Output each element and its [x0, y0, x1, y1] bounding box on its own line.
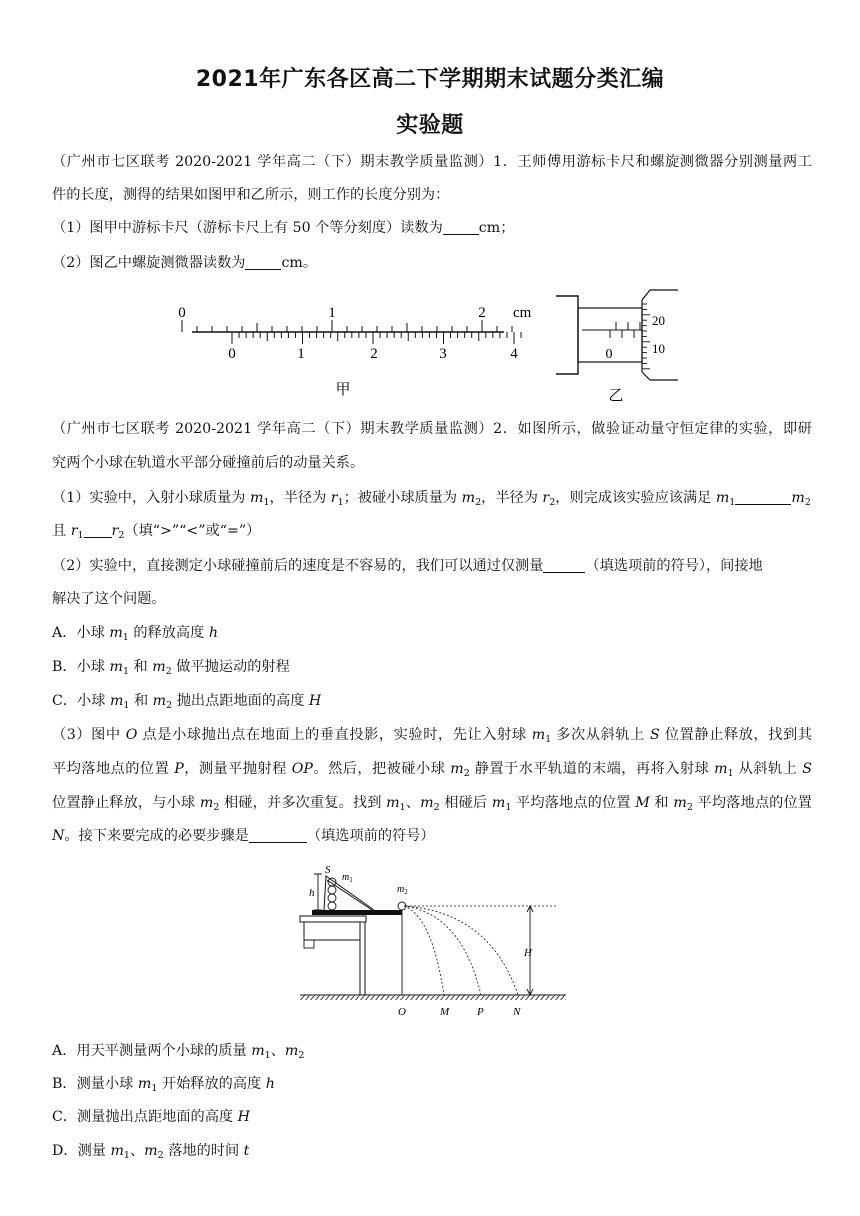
main-scale-label-1: 1 — [328, 305, 336, 321]
q2-step-option-d — [52, 1141, 812, 1161]
answer-blank[interactable] — [84, 523, 112, 538]
subscript: 2 — [165, 666, 172, 677]
label-s: S — [325, 864, 331, 876]
label-o: O — [398, 1006, 406, 1018]
text: （填“>”“<”或“=”） — [124, 523, 261, 539]
text: 、 — [405, 795, 421, 811]
symbol: H — [308, 693, 322, 709]
q2-step-option-b — [52, 1074, 812, 1094]
q2-part-2-option-a — [52, 623, 812, 643]
symbol: h — [208, 625, 218, 641]
vernier-label-4: 4 — [510, 346, 518, 362]
label-m2 — [397, 884, 408, 896]
subscript: 2 — [157, 1150, 164, 1161]
symbol: m — [109, 693, 124, 709]
trajectory-n — [404, 906, 518, 995]
subscript: 2 — [213, 802, 220, 813]
text: 点是小球抛出点在地面上的垂直投影，实验时，先让入射球 — [137, 727, 532, 743]
q1-part-1-unit: cm； — [478, 220, 515, 236]
subscript: 1 — [337, 497, 344, 508]
label-n: N — [513, 1006, 521, 1018]
table-top — [300, 916, 366, 922]
symbol: t — [243, 1143, 250, 1159]
symbol: S — [802, 761, 812, 777]
subscript: 1 — [122, 632, 129, 643]
q2-step-option-a — [52, 1041, 812, 1061]
text: 、 — [270, 1043, 285, 1059]
symbol: m — [386, 795, 400, 811]
q2-part-3-line-4 — [52, 826, 812, 846]
subscript: 1 — [264, 1050, 271, 1061]
table-legs — [304, 922, 365, 995]
symbol: m — [284, 1043, 299, 1059]
subscript: 2 — [166, 700, 173, 711]
label-h: h — [309, 887, 315, 899]
subscript: 1 — [123, 700, 130, 711]
text: 做平抛运动的射程 — [171, 659, 290, 675]
text: 、 — [129, 1143, 145, 1159]
q1-stem-line-1: （广州市七区联考 2020-2021 学年高二（下）期末教学质量监测）1．王师傅用游标卡尺和螺旋测微器分别测量两工 — [52, 154, 812, 170]
symbol: r — [542, 490, 550, 506]
q2-stem-line-1: （广州市七区联考 2020-2021 学年高二（下）期末教学质量监测）2．如图所示，做验证动量守恒定律的实验，即研 — [52, 421, 812, 437]
subscript: 1 — [263, 497, 270, 508]
label-p: P — [477, 1006, 484, 1018]
text: 落地的时间 — [163, 1143, 244, 1159]
text: 静置于水平轨道的末端，再将入射球 — [469, 761, 715, 777]
text: 从斜轨上 — [733, 761, 803, 777]
symbol: m — [715, 490, 730, 506]
q2-part-2-line-1 — [52, 556, 812, 576]
symbol: m — [450, 761, 464, 777]
q1-part-2-unit: cm。 — [281, 255, 318, 271]
text: B．测量小球 — [52, 1076, 138, 1092]
vernier-label-1: 1 — [297, 346, 305, 362]
inclined-track-surface — [327, 880, 372, 910]
label-m: M — [440, 1006, 450, 1018]
symbol: m — [673, 795, 687, 811]
text: ，则完成该实验应该满足 — [555, 490, 716, 506]
subscript: 2 — [433, 802, 440, 813]
subscript: 1 — [399, 802, 406, 813]
figure-caption-yi: 乙 — [608, 388, 624, 404]
answer-blank[interactable] — [249, 828, 307, 843]
q2-part-3-line-2 — [52, 759, 812, 779]
sleeve-label-0: 0 — [605, 347, 613, 362]
subscript: 2 — [475, 497, 482, 508]
subscript: 1 — [151, 1083, 158, 1094]
symbol: P — [174, 761, 184, 777]
text: （填选项前的符号），间接地 — [585, 558, 763, 574]
symbol: m — [251, 1043, 265, 1059]
text: ；被碰小球质量为 — [343, 490, 462, 506]
symbol: r — [111, 523, 119, 539]
symbol: m — [420, 795, 434, 811]
q1-part-1 — [52, 218, 812, 238]
main-scale-unit: cm — [513, 305, 532, 321]
answer-blank[interactable] — [443, 220, 479, 235]
text: C．测量抛出点距地面的高度 — [52, 1109, 238, 1125]
micrometer-figure — [548, 286, 718, 410]
symbol: S — [650, 727, 660, 743]
text: B．小球 — [52, 659, 110, 675]
text: 和 — [649, 795, 674, 811]
q1-part-2 — [52, 253, 812, 273]
q2-stem-line-2: 究两个小球在轨道水平部分碰撞前后的动量关系。 — [52, 455, 365, 471]
subscript: 2 — [118, 530, 125, 541]
text: 且 — [52, 523, 71, 539]
text: （3）图中 — [52, 727, 126, 743]
subscript: 1 — [122, 666, 130, 677]
text: 位置静止释放，找到其 — [659, 727, 812, 743]
symbol: H — [237, 1109, 250, 1125]
label-m1-sub: 1 — [349, 876, 353, 884]
support-ring — [328, 886, 336, 894]
text: 和 — [129, 659, 153, 675]
symbol: m — [199, 795, 214, 811]
text: 。然后，把被碰小球 — [312, 761, 451, 777]
thimble-edges — [642, 290, 678, 380]
thimble-label-10: 10 — [652, 341, 665, 356]
text: D．测量 — [52, 1143, 111, 1159]
text: 。接下来要完成的必要步骤是 — [64, 828, 249, 844]
q2-step-option-c — [52, 1107, 812, 1127]
vernier-scale — [232, 332, 521, 344]
symbol: m — [461, 490, 476, 506]
q2-part-3-line-1 — [52, 725, 812, 745]
subscript: 1 — [727, 768, 734, 779]
text: （2）实验中，直接测定小球碰撞前后的速度是不容易的，我们可以通过仅测量 — [52, 558, 544, 574]
subscript: 1 — [77, 530, 84, 541]
main-scale-label-0: 0 — [178, 305, 186, 321]
text: 平均落地点的位置 — [692, 795, 812, 811]
subscript: 2 — [549, 497, 556, 508]
vernier-label-2: 2 — [370, 346, 378, 362]
ground-hatching — [300, 995, 566, 1000]
symbol: m — [791, 490, 805, 506]
symbol: M — [635, 795, 650, 811]
subscript: 2 — [463, 768, 470, 779]
main-scale-label-2: 2 — [478, 305, 486, 321]
symbol: m — [531, 727, 546, 743]
q2-part-1-line-1 — [52, 488, 812, 508]
vernier-caliper-figure — [170, 296, 550, 408]
symbol: h — [265, 1076, 275, 1092]
text: 和 — [129, 693, 153, 709]
main-scale — [182, 320, 512, 332]
symbol: m — [491, 795, 506, 811]
subscript: 1 — [545, 734, 552, 745]
label-m1-letter: m — [342, 872, 350, 883]
q2-part-2-line-2: 解决了这个问题。 — [52, 591, 166, 607]
subscript: 1 — [505, 802, 512, 813]
text: ，测量平抛射程 — [183, 761, 292, 777]
q2-part-2-option-c — [52, 691, 812, 711]
symbol: N — [52, 828, 65, 844]
table-drawer — [304, 940, 314, 948]
support-ring — [328, 902, 336, 910]
text: ，半径为 — [269, 490, 331, 506]
q1-part-2-text: （2）图乙中螺旋测微器读数为 — [52, 255, 246, 271]
text: （填选项前的符号） — [306, 828, 435, 844]
q1-stem-line-2: 件的长度，测得的结果如图甲和乙所示，则工作的长度分别为： — [52, 187, 450, 203]
subscript: 2 — [804, 497, 811, 508]
symbol: m — [110, 1143, 124, 1159]
text: 抛出点距地面的高度 — [172, 693, 309, 709]
subscript: 2 — [686, 802, 693, 813]
figure-caption-jia: 甲 — [335, 382, 351, 398]
answer-blank[interactable] — [543, 558, 585, 573]
subscript: 1 — [729, 497, 736, 508]
symbol: r — [70, 523, 78, 539]
label-m2-letter: m — [397, 884, 405, 895]
symbol: m — [152, 659, 166, 675]
trajectory-p — [404, 906, 481, 995]
symbol: m — [109, 659, 123, 675]
text: C．小球 — [52, 693, 110, 709]
symbol: m — [137, 1076, 152, 1092]
text: （1）实验中，入射小球质量为 — [52, 490, 250, 506]
symbol: r — [330, 490, 338, 506]
symbol: m — [109, 625, 123, 641]
text: 平均落地点的位置 — [511, 795, 636, 811]
q2-part-2-option-b — [52, 657, 812, 677]
thimble-label-20: 20 — [652, 313, 665, 328]
q2-part-3-line-3 — [52, 793, 812, 813]
subscript: 2 — [298, 1050, 305, 1061]
collision-apparatus-figure — [294, 858, 570, 1022]
subscript: 1 — [123, 1150, 130, 1161]
label-m1 — [342, 872, 353, 884]
symbol: m — [152, 693, 167, 709]
text: 相碰后 — [439, 795, 492, 811]
symbol: m — [144, 1143, 158, 1159]
symbol: OP — [291, 761, 313, 777]
text: A．用天平测量两个小球的质量 — [52, 1043, 252, 1059]
q2-part-1-line-2 — [52, 521, 812, 541]
text: 相碰，并多次重复。找到 — [219, 795, 387, 811]
symbol: m — [249, 490, 264, 506]
thimble-scale — [642, 304, 650, 369]
text: 平均落地点的位置 — [52, 761, 175, 777]
page-subtitle: 实验题 — [396, 113, 464, 138]
micrometer-anvil — [556, 296, 578, 374]
text: ，半径为 — [481, 490, 543, 506]
text: 位置静止释放，与小球 — [52, 795, 200, 811]
symbol: O — [125, 727, 138, 743]
label-H: H — [524, 947, 532, 959]
text: 的释放高度 — [128, 625, 209, 641]
horizontal-track — [312, 910, 402, 915]
label-m2-sub: 2 — [404, 888, 408, 896]
answer-blank[interactable] — [735, 490, 791, 505]
text: A．小球 — [52, 625, 110, 641]
height-h-marker — [314, 874, 322, 910]
text: 多次从斜轨上 — [551, 727, 651, 743]
symbol: m — [714, 761, 728, 777]
page-title: 2021年广东各区高二下学期期末试题分类汇编 — [195, 67, 665, 92]
answer-blank[interactable] — [245, 255, 281, 270]
text: 开始释放的高度 — [157, 1076, 266, 1092]
vernier-label-0: 0 — [228, 346, 236, 362]
support-ring — [328, 894, 336, 902]
q1-part-1-text: （1）图甲中游标卡尺（游标卡尺上有 50 个等分刻度）读数为 — [52, 220, 443, 236]
vernier-label-3: 3 — [439, 346, 447, 362]
